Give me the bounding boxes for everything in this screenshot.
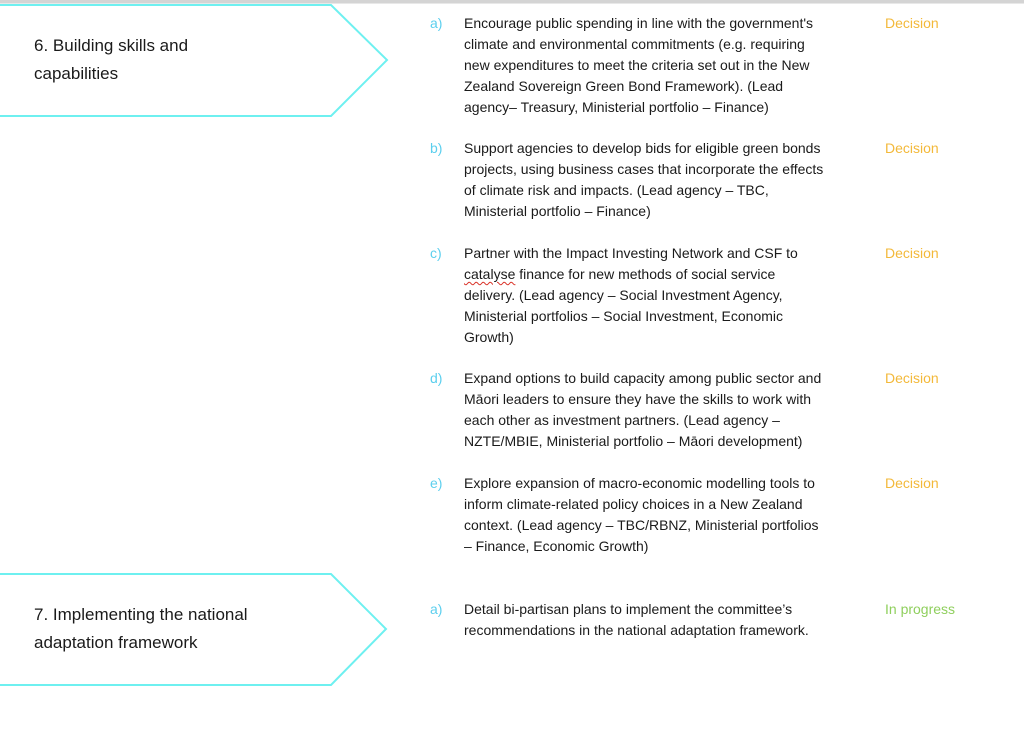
text-line: Ministerial portfolio – Finance) (464, 203, 651, 219)
text-line: each other as investment partners. (Lead agency – (464, 412, 780, 428)
item-text (464, 599, 874, 641)
item-text (464, 473, 874, 557)
text-line: Zealand Sovereign Green Bond Framework). (Lead (464, 78, 784, 94)
spellcheck-word[interactable]: catalyse (464, 266, 516, 282)
text-line: Detail bi-partisan plans to implement the committee’s (464, 601, 793, 617)
text-line: context. (Lead agency – TBC/RBNZ, Ministerial portfolios (464, 517, 819, 533)
section-title-line: adaptation framework (34, 633, 198, 652)
text-line: – Finance, Economic Growth) (464, 538, 649, 554)
item-letter: d) (430, 370, 443, 386)
text-line: Growth) (464, 329, 514, 345)
text-line: of climate risk and impacts. (Lead agency – TBC, (464, 182, 769, 198)
text-fragment: finance for new methods of social service (515, 266, 776, 282)
item-text (464, 368, 874, 452)
text-line: Māori leaders to ensure they have the skills to work with (464, 391, 812, 407)
text-line: Ministerial portfolios – Social Investment, Economic (464, 308, 784, 324)
item-letter: c) (430, 245, 442, 261)
item-text (464, 13, 874, 118)
item-letter: a) (430, 15, 443, 31)
text-line: Explore expansion of macro-economic modelling tools to (464, 475, 815, 491)
section-7-chevron (0, 568, 392, 692)
item-letter: e) (430, 475, 443, 491)
text-line: Support agencies to develop bids for eligible green bonds (464, 140, 821, 156)
status-badge: In progress (885, 601, 956, 617)
section-title-line: 6. Building skills and (34, 36, 189, 55)
item-text (464, 243, 874, 348)
status-badge: Decision (885, 15, 939, 31)
status-badge: Decision (885, 475, 939, 491)
text-line: inform climate-related policy choices in a New Zealand (464, 496, 803, 512)
section-6-title (34, 32, 188, 88)
text-line: recommendations in the national adaptation framework. (464, 622, 809, 638)
section-7-title (34, 601, 248, 657)
section-title-line: 7. Implementing the national (34, 605, 248, 624)
status-badge: Decision (885, 140, 939, 156)
text-line: agency– Treasury, Ministerial portfolio – Finance) (464, 99, 769, 115)
item-letter: b) (430, 140, 443, 156)
item-letter: a) (430, 601, 443, 617)
text-line: Partner with the Impact Investing Network and CSF to (464, 245, 798, 261)
text-line (464, 264, 874, 285)
text-line: delivery. (Lead agency – Social Investment Agency, (464, 287, 783, 303)
item-text (464, 138, 874, 222)
text-line: Encourage public spending in line with the government's (464, 15, 814, 31)
section-6-chevron (0, 0, 392, 122)
status-badge: Decision (885, 370, 939, 386)
section-title-line: capabilities (34, 64, 119, 83)
text-line: Expand options to build capacity among public sector and (464, 370, 822, 386)
text-line: climate and environmental commitments (e.g. requiring (464, 36, 805, 52)
text-line: NZTE/MBIE, Ministerial portfolio – Māori development) (464, 433, 803, 449)
text-line: projects, using business cases that incorporate the effects (464, 161, 824, 177)
status-badge: Decision (885, 245, 939, 261)
text-line: new expenditures to meet the criteria set out in the New (464, 57, 810, 73)
